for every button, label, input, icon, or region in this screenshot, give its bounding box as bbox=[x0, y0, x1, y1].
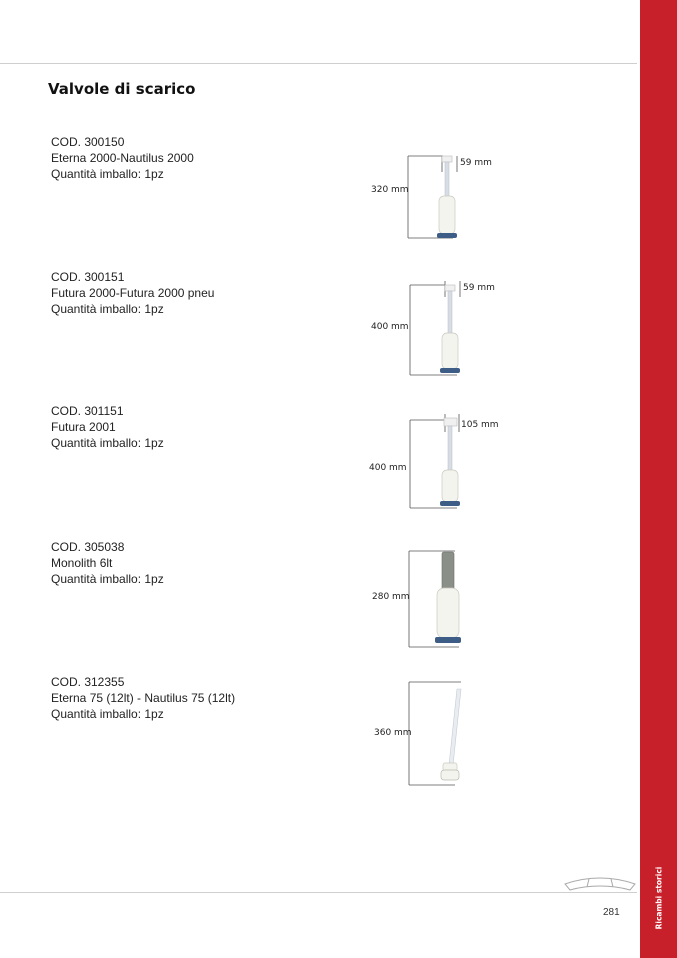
product-packaging: Quantità imballo: 1pz bbox=[51, 302, 164, 316]
product-name: Futura 2001 bbox=[51, 420, 116, 434]
page-title: Valvole di scarico bbox=[48, 80, 196, 98]
page-tab-ornament-icon bbox=[562, 876, 638, 898]
product-entry bbox=[51, 134, 351, 182]
product-packaging: Quantità imballo: 1pz bbox=[51, 707, 164, 721]
product-entry bbox=[51, 403, 351, 451]
product-packaging: Quantità imballo: 1pz bbox=[51, 572, 164, 586]
valve-figure bbox=[365, 140, 515, 250]
product-name: Monolith 6lt bbox=[51, 556, 113, 570]
product-code: COD. 301151 bbox=[51, 404, 124, 418]
section-label: Ricambi storici bbox=[654, 866, 663, 930]
top-divider bbox=[0, 63, 637, 64]
valve-figure bbox=[365, 275, 515, 385]
valve-figure bbox=[365, 410, 515, 520]
product-entry bbox=[51, 674, 351, 722]
width-label: 59 mm bbox=[460, 158, 492, 168]
page-number: 281 bbox=[603, 907, 620, 918]
valve-figure bbox=[365, 545, 515, 655]
product-name: Eterna 2000-Nautilus 2000 bbox=[51, 151, 194, 165]
height-label: 360 mm bbox=[374, 728, 412, 738]
product-code: COD. 312355 bbox=[51, 675, 125, 689]
product-packaging: Quantità imballo: 1pz bbox=[51, 167, 164, 181]
height-label: 280 mm bbox=[372, 592, 410, 602]
product-packaging: Quantità imballo: 1pz bbox=[51, 436, 164, 450]
product-entry bbox=[51, 539, 351, 587]
product-entry bbox=[51, 269, 351, 317]
product-name: Eterna 75 (12lt) - Nautilus 75 (12lt) bbox=[51, 691, 236, 705]
height-label: 320 mm bbox=[371, 185, 409, 195]
height-label: 400 mm bbox=[371, 322, 409, 332]
bottom-divider bbox=[0, 892, 637, 893]
width-label: 105 mm bbox=[461, 420, 499, 430]
product-code: COD. 305038 bbox=[51, 540, 125, 554]
width-label: 59 mm bbox=[463, 283, 495, 293]
product-code: COD. 300151 bbox=[51, 270, 125, 284]
product-code: COD. 300150 bbox=[51, 135, 125, 149]
product-name: Futura 2000-Futura 2000 pneu bbox=[51, 286, 215, 300]
valve-figure bbox=[365, 675, 515, 795]
section-sidebar bbox=[640, 0, 677, 958]
height-label: 400 mm bbox=[369, 463, 407, 473]
